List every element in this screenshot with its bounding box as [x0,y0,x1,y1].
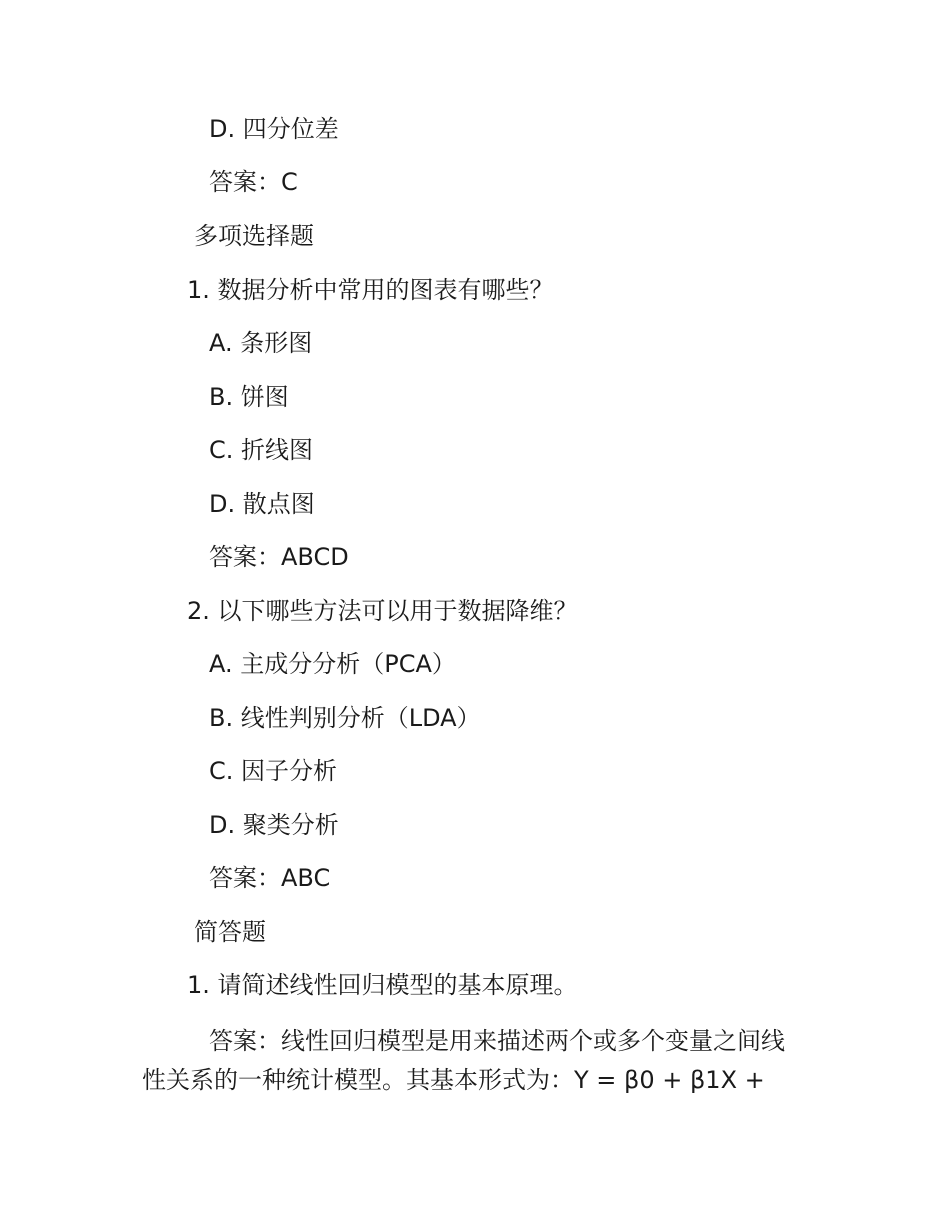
answer-paragraph-line-2: 性关系的一种统计模型。其基本形式为：Y = β0 + β1X + [142,1066,765,1094]
option-d: D. 散点图 [209,490,315,518]
option-b: B. 线性判别分析（LDA） [209,704,481,732]
option-d: D. 聚类分析 [209,811,339,839]
option-d: D. 四分位差 [209,115,339,143]
question-2: 2. 以下哪些方法可以用于数据降维？ [187,597,578,625]
answer: 答案：ABC [209,864,331,892]
option-b: B. 饼图 [209,383,289,411]
question-1: 1. 请简述线性回归模型的基本原理。 [187,971,578,999]
question-1: 1. 数据分析中常用的图表有哪些？ [187,276,554,304]
answer: 答案：ABCD [209,543,349,571]
section-title-short-answer: 简答题 [194,918,266,946]
option-a: A. 主成分分析（PCA） [209,650,456,678]
option-c: C. 因子分析 [209,757,338,785]
answer: 答案：C [209,168,298,196]
answer-paragraph-line-1: 答案：线性回归模型是用来描述两个或多个变量之间线 [209,1027,785,1055]
section-title-multi-choice: 多项选择题 [194,222,314,250]
option-c: C. 折线图 [209,436,314,464]
option-a: A. 条形图 [209,329,313,357]
